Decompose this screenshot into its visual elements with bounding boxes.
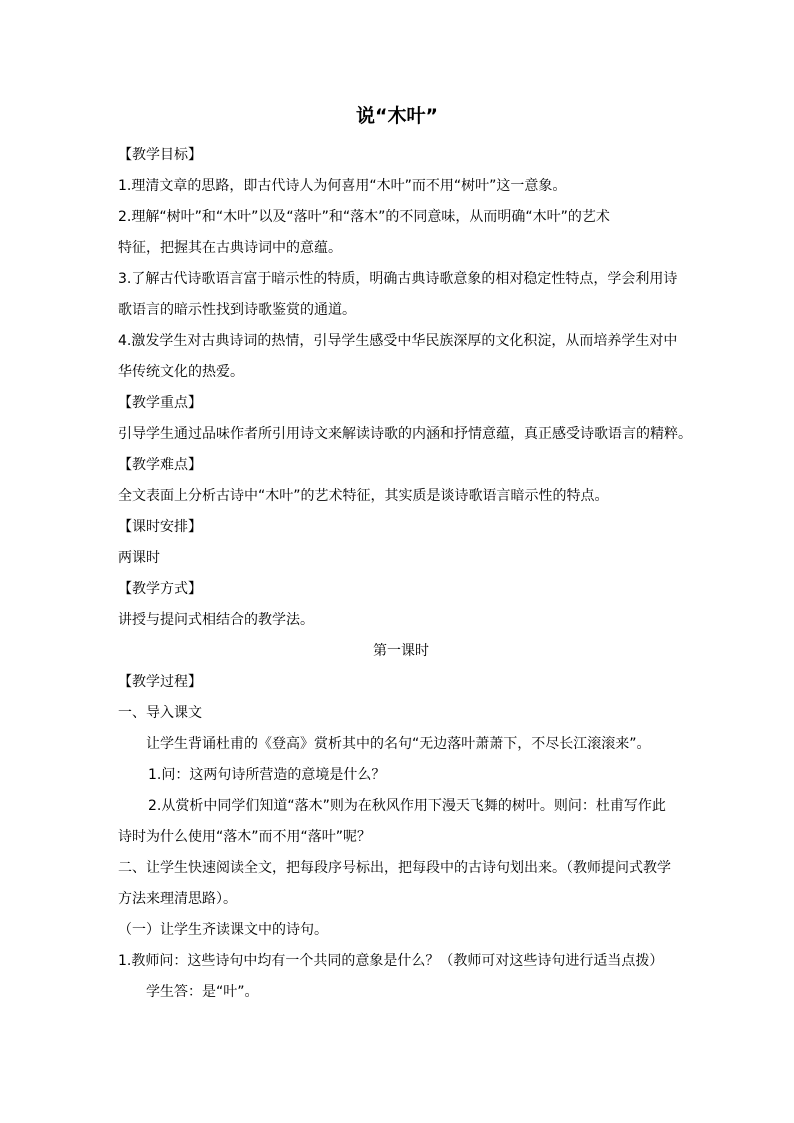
process-step-2-line-1: 二、让学生快速阅读全文，把每段序号标出，把每段中的古诗句划出来。（教师提问式教学 (118, 860, 671, 876)
objective-4-line-1: 4.激发学生对古典诗词的热情，引导学生感受中华民族深厚的文化积淀，从而培养学生对中 (118, 333, 678, 349)
section-heading-objectives: 【教学目标】 (118, 147, 202, 163)
section-heading-key-points: 【教学重点】 (118, 395, 202, 411)
section-heading-schedule: 【课时安排】 (118, 519, 202, 535)
difficulties-text: 全文表面上分析古诗中“木叶”的艺术特征，其实质是谈诗歌语言暗示性的特点。 (118, 488, 609, 504)
section-heading-process: 【教学过程】 (118, 674, 202, 690)
process-question-2-line-1: 2.从赏析中同学们知道“落木”则为在秋风作用下漫天飞舞的树叶。则问：杜甫写作此 (148, 798, 666, 814)
process-question-2-line-2: 诗时为什么使用“落木”而不用“落叶”呢？ (118, 829, 372, 845)
key-points-text: 引导学生通过品味作者所引用诗文来解读诗歌的内涵和抒情意蕴，真正感受诗歌语言的精粹。 (118, 426, 692, 442)
process-question-1: 1.问：这两句诗所营造的意境是什么？ (148, 767, 386, 783)
lesson-subtitle: 第一课时 (373, 643, 429, 659)
objective-4-line-2: 华传统文化的热爱。 (118, 364, 244, 380)
schedule-text: 两课时 (118, 550, 160, 566)
process-step-1-text: 让学生背诵杜甫的《登高》赏析其中的名句“无边落叶萧萧下，不尽长江滚滚来”。 (146, 736, 651, 752)
document-body (118, 140, 692, 1008)
document-title: 说“木叶” (356, 105, 438, 127)
method-text: 讲授与提问式相结合的教学法。 (118, 612, 314, 628)
process-step-1-heading: 一、导入课文 (118, 705, 202, 721)
process-step-2-line-2: 方法来理清思路）。 (118, 891, 237, 907)
process-teacher-question: 1.教师问：这些诗句中均有一个共同的意象是什么？（教师可对这些诗句进行适当点拨） (118, 953, 664, 969)
objective-1: 1.理清文章的思路，即古代诗人为何喜用“木叶”而不用“树叶”这一意象。 (118, 178, 567, 194)
section-heading-difficulties: 【教学难点】 (118, 457, 202, 473)
objective-3-line-2: 歌语言的暗示性找到诗歌鉴赏的通道。 (118, 302, 356, 318)
process-student-answer: 学生答：是“叶”。 (146, 984, 259, 1000)
process-substep-1: （一）让学生齐读课文中的诗句。 (118, 922, 328, 938)
objective-2-line-1: 2.理解“树叶”和“木叶”以及“落叶”和“落木”的不同意味，从而明确“木叶”的艺术 (118, 209, 610, 225)
section-heading-method: 【教学方式】 (118, 581, 202, 597)
objective-2-line-2: 特征，把握其在古典诗词中的意蕴。 (118, 240, 342, 256)
objective-3-line-1: 3.了解古代诗歌语言富于暗示性的特质，明确古典诗歌意象的相对稳定性特点，学会利用诗 (118, 271, 678, 287)
